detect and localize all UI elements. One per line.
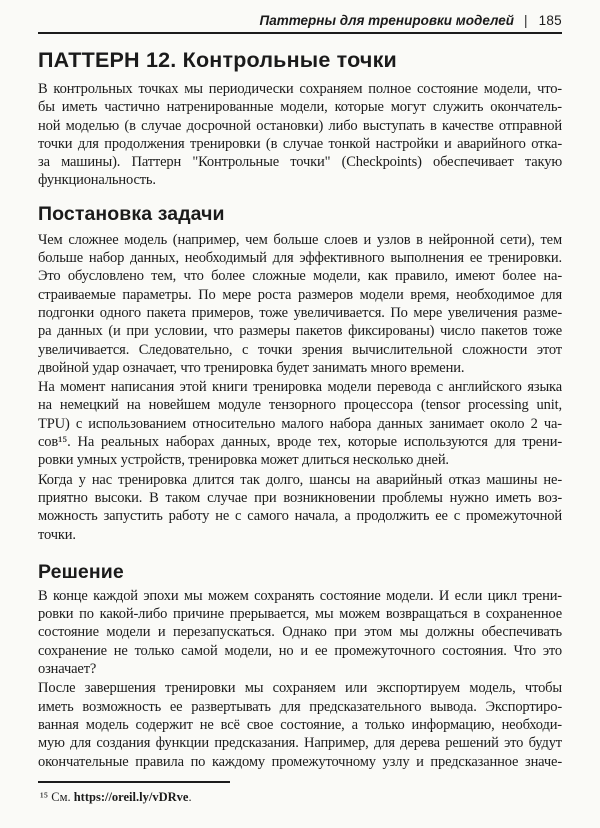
solution-paragraph-1 [38, 587, 562, 678]
section-heading-problem-statement: Постановка задачи [38, 202, 225, 225]
text-line: ной моделью (в случае досрочной остановки) либо выступать в качестве отправной [38, 117, 562, 134]
solution-paragraph-2 [38, 679, 562, 770]
footnote-period: . [188, 790, 192, 804]
footnote-see-label: См. [48, 790, 74, 804]
intro-paragraph [38, 80, 562, 190]
problem-paragraph-3 [38, 471, 562, 544]
text-line: состояние модели и перезапускаться. Однако при этом мы должны обеспечивать [38, 624, 562, 641]
text-line: приятно высоки. В таком случае при возникновении проблемы нужно иметь воз- [38, 489, 562, 506]
page-header [38, 13, 562, 29]
section-heading-solution: Решение [38, 560, 124, 583]
problem-paragraph-2 [38, 378, 562, 469]
text-line: окончательные правила по каждому промежуточному узлу и предсказанное значе- [38, 753, 562, 770]
footnote-divider [38, 781, 230, 783]
text-line: на немецкий на новейшем модуле тензорного процессора (tensor processing unit, [38, 397, 562, 414]
text-line: означает? [38, 661, 97, 678]
text-line: мую для создания функции предсказания. Например, для дерева решений это будут [38, 735, 562, 752]
text-line: Чем сложнее модель (например, чем больше слоев и узлов в нейронной сети), тем [38, 231, 562, 248]
text-line: TPU) с использованием относительно малого набора данных занимает около 2 ча- [38, 415, 562, 432]
text-line: увеличивается. Следовательно, с точки зрения вычислительной сложности этот [38, 341, 562, 358]
text-line: В контрольных точках мы периодически сохраняем полное состояние модели, что- [38, 81, 562, 97]
text-line: ровки по какой-либо причине прерывается, мы можем возвращаться в сохраненное [38, 606, 562, 623]
text-line: сохранение не только самой модели, но и ее промежуточного состояния. Что это [38, 642, 562, 659]
text-line: точки для продолжения тренировки (в случае тонкой настройки и аварийного отка- [38, 135, 562, 152]
text-line: функциональность. [38, 172, 156, 189]
text-line: точки. [38, 526, 76, 543]
footnote-marker: ¹⁵ [40, 790, 49, 804]
footnote [38, 781, 562, 805]
text-line: можность запустить работу не с самого начала, а продолжить ее с промежуточной [38, 508, 562, 525]
header-separator: | [524, 13, 528, 28]
text-line: В конце каждой эпохи мы можем сохранять состояние модели. И если цикл трени- [38, 587, 562, 604]
text-line: больше набор данных, необходимый для эффективного выполнения ее тренировки. [38, 250, 562, 267]
header-rule [38, 32, 562, 34]
text-line: подгонки одного пакета примеров, тоже увеличивается. По мере увеличения разме- [38, 304, 562, 321]
chapter-title: ПАТТЕРН 12. Контрольные точки [38, 48, 397, 72]
footnote-link: https://oreil.ly/vDRve [73, 790, 189, 804]
text-line: сов¹⁵. На реальных наборах данных, вроде тех, которые используются для трени- [38, 434, 562, 451]
text-line: ванная модель содержит не всё свое состояние, а только информацию, необходи- [38, 716, 562, 733]
text-line: за машины). Паттерн "Контрольные точки" (Checkpoints) обеспечивает такую [38, 154, 562, 171]
text-line: бы иметь частично натренированные модели, которые могут служить окончатель- [38, 99, 562, 116]
page-number: 185 [538, 13, 562, 28]
problem-paragraph-1 [38, 231, 562, 377]
footnote-text [40, 789, 562, 805]
running-title: Паттерны для тренировки моделей [259, 13, 515, 28]
text-line: Когда у нас тренировка длится так долго, шансы на аварийный отказ машины не- [38, 471, 562, 488]
text-line: двойной удар означает, что тренировка будет занимать много времени. [38, 359, 465, 376]
text-line: Это обусловлено тем, что более сложные модели, как правило, имеют более на- [38, 268, 562, 285]
text-line: На момент написания этой книги тренировка модели перевода с английского языка [38, 379, 562, 396]
text-line: иметь возможность ее развертывать для предсказательного вывода. Экспортиро- [38, 698, 562, 715]
text-line: страиваемые параметры. По мере роста размеров модели время, необходимое для [38, 286, 562, 303]
text-line: ровки умных устройств, тренировка может длиться несколько дней. [38, 452, 449, 469]
text-line: ра данных (и при условии, что размеры пакетов фиксированы) число пакетов тоже [38, 323, 562, 340]
text-line: После завершения тренировки мы сохраняем или экспортируем модель, чтобы [38, 680, 562, 697]
